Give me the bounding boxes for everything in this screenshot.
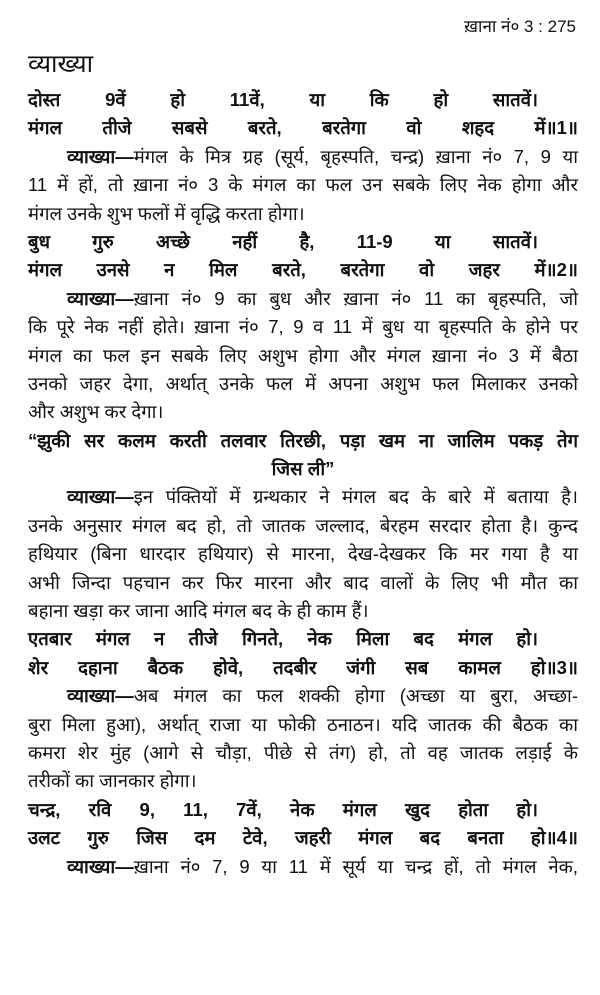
quote-line: “झुकी सर कलम करती तलवार तिरछी, पड़ा खम ना जालिम पकड़ तेग [28,429,578,451]
explanation-label: व्याख्या— [67,855,134,877]
paragraph-line: मंगल का फल इन सबके लिए अशुभ होगा और मंगल ख़ाना नं० 3 में बैठा [28,344,578,366]
paragraph-line: हथियार (बिना धारदार हथियार) से मारना, देख-देखकर कि मर गया है या [28,543,578,565]
paragraph-line: बुरा मिला हुआ), अर्थात् राजा या फोकी ठनाठन। यदि जातक की बैठक का [28,713,578,735]
verse-line: दोस्त 9वें हो 11वें, या कि हो सातवें। [28,89,538,110]
paragraph-line: मंगल उनके शुभ फलों में वृद्धि करता होगा। [28,202,305,224]
paragraph-line: और अशुभ कर देगा। [28,401,164,423]
paragraph-text: अब मंगल का फल शक्की होगा (अच्छा या बुरा, अच्छा- [133,685,578,707]
quote-line: जिस ली” [271,458,335,480]
paragraph-line: कमरा शेर मुंह (आगे से चौड़ा, पीछे से तंग) हो, तो वह जातक लड़ाई के [28,741,578,763]
verse-line: चन्द्र, रवि 9, 11, 7वें, नेक मंगल खुद होता हो। [28,798,538,820]
verse-line: बुध गुरु अच्छे नहीं है, 11-9 या सातवें। [28,230,538,252]
paragraph-text: ख़ाना नं० 9 का बुध और ख़ाना नं० 11 का बृहस्पति, जो [133,287,578,309]
paragraph-line: अभी जिन्दा पहचान कर फिर मारना और बाद वालों के लिए भी मौत का [28,571,578,593]
explanation-label: व्याख्या— [67,287,134,309]
paragraph-line: उनको जहर देगा, अर्थात् उनके फल में अपना अशुभ फल मिलाकर उनको [28,372,578,394]
verse-line: उलट गुरु जिस दम टेवे, जहरी मंगल बद बनता हो॥4॥ [28,827,578,849]
paragraph-line: 11 में हों, तो ख़ाना नं० 3 के मंगल का फल उन सबके लिए नेक होगा और [28,174,578,196]
paragraph-line [28,682,578,710]
page-body [28,86,578,881]
paragraph-text: मंगल के मित्र ग्रह (सूर्य, बृहस्पति, चन्द्र) ख़ाना नं० 7, 9 या [133,145,578,167]
paragraph-text: इन पंक्तियों में ग्रन्थकार ने मंगल बद के बारे में बताया है। [133,486,578,508]
verse-line: मंगल उनसे न मिल बरते, बरतेगा वो जहर में॥2॥ [28,259,578,281]
paragraph-line: बहाना खड़ा कर जाना आदि मंगल बद के ही काम हैं। [28,600,369,622]
verse-line: एतबार मंगल न तीजे गिनते, नेक मिला बद मंगल हो। [28,628,538,650]
explanation-label: व्याख्या— [67,685,134,707]
paragraph-text: ख़ाना नं० 7, 9 या 11 में सूर्य या चन्द्र हों, तो मंगल नेक, [133,855,578,877]
verse-line: शेर दहाना बैठक होवे, तदबीर जंगी सब कामल हो॥3॥ [28,656,578,678]
paragraph-line: उनके अनुसार मंगल बद हो, तो जातक जल्लाद, बेरहम सरदार होता है। कुन्द [28,514,578,536]
explanation-label: व्याख्या— [67,486,134,508]
section-heading: व्याख्या [28,50,94,78]
paragraph-line [28,285,578,313]
paragraph-line: तरीकों का जानकार होगा। [28,770,197,792]
paragraph-line [28,143,578,171]
paragraph-line [28,853,578,881]
explanation-label: व्याख्या— [67,145,134,167]
verse-line: मंगल तीजे सबसे बरते, बरतेगा वो शहद में॥1॥ [28,117,578,139]
paragraph-line [28,483,578,511]
paragraph-line: कि पूरे नेक नहीं होते। ख़ाना नं० 7, 9 व 11 में बुध या बृहस्पति के होने पर [28,316,578,338]
running-header: ख़ाना नं० 3 : 275 [464,17,576,36]
